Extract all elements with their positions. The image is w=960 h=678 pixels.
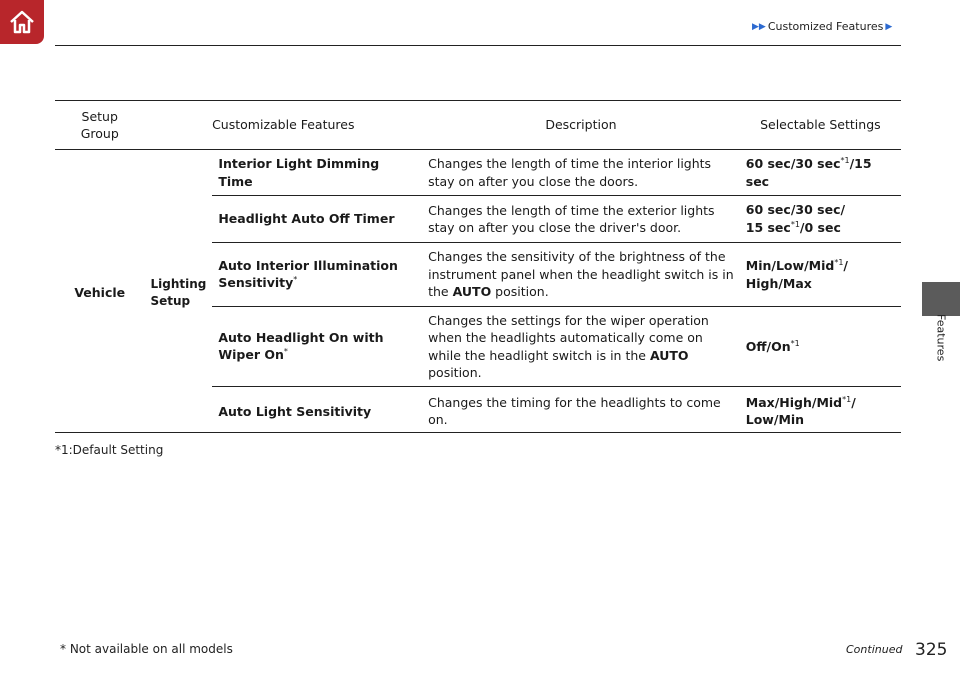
feature-label: Auto Headlight On with Wiper On	[218, 329, 384, 363]
selectable-settings	[740, 243, 901, 307]
description-text: position.	[428, 365, 482, 380]
feature-name	[212, 196, 422, 243]
feature-name	[212, 387, 422, 436]
selectable-settings	[740, 307, 901, 387]
header-description: Description	[422, 101, 740, 150]
feature-label: Interior Light Dimming Time	[218, 156, 380, 189]
feature-name	[212, 243, 422, 307]
availability-marker: *	[293, 275, 298, 285]
setting-option: 60 sec	[745, 156, 791, 172]
setting-option: 30 sec	[795, 202, 841, 218]
setting-option: High	[779, 394, 812, 410]
setting-separator: /	[766, 338, 772, 354]
breadcrumb-arrow-icon: ▶	[885, 21, 893, 32]
setting-option: Mid	[816, 394, 843, 410]
breadcrumb-label: Customized Features	[767, 20, 884, 33]
default-marker: *1	[834, 257, 844, 267]
default-marker: *1	[790, 219, 800, 229]
setting-separator: /	[799, 220, 805, 236]
description-text: Changes the settings for the wiper operation when the headlights automatically come on while the headlight switch is in the	[428, 312, 709, 363]
setting-option: Min	[778, 412, 805, 428]
header-divider	[55, 45, 901, 46]
feature-description: Changes the length of time the interior lights stay on after you close the doors.	[422, 150, 740, 196]
table-header-row	[55, 101, 901, 150]
setting-option: High	[745, 275, 779, 291]
setting-option: On	[771, 338, 791, 354]
header-setup-label: Setup	[81, 108, 118, 124]
description-emphasis: AUTO	[649, 347, 689, 363]
feature-description	[422, 243, 740, 307]
feature-description: Changes the timing for the headlights to come on.	[428, 394, 721, 428]
header-setup-group	[55, 101, 144, 150]
home-button[interactable]	[0, 0, 44, 44]
breadcrumb[interactable]	[752, 20, 892, 33]
setting-separator: /	[811, 394, 817, 410]
setting-separator: /	[843, 258, 848, 274]
section-tab-label: Features	[934, 314, 948, 362]
setting-option: 0 sec	[804, 220, 841, 236]
subgroup-label-line2: Setup	[150, 293, 191, 308]
header-group-label: Group	[80, 126, 119, 141]
availability-footnote: * Not available on all models	[60, 642, 233, 656]
setting-option: 30 sec	[795, 156, 841, 172]
default-setting-footnote: *1:Default Setting	[55, 443, 164, 457]
customized-features-table	[55, 100, 901, 436]
description-text: position.	[491, 284, 549, 300]
setting-option: Mid	[808, 258, 835, 274]
home-icon	[7, 7, 37, 37]
feature-name	[212, 150, 422, 196]
setting-option: Max	[782, 275, 812, 291]
subgroup-lighting-setup	[144, 150, 212, 436]
breadcrumb-arrow-icon: ▶▶	[752, 21, 766, 32]
setting-separator: /	[773, 412, 779, 428]
setting-separator: /	[778, 275, 783, 291]
setting-option: Low	[745, 412, 774, 428]
header-selectable-settings: Selectable Settings	[740, 101, 901, 150]
setting-separator: /	[790, 156, 796, 172]
header-customizable-features: Customizable Features	[144, 101, 422, 150]
feature-description: Changes the length of time the exterior lights stay on after you close the driver's door.	[422, 196, 740, 243]
setting-separator: /	[840, 202, 846, 218]
feature-label: Headlight Auto Off Timer	[218, 211, 395, 227]
continued-label: Continued	[846, 643, 903, 656]
setting-option: Min	[745, 258, 772, 274]
page-number: 325	[915, 640, 948, 660]
setup-group-vehicle: Vehicle	[74, 285, 126, 300]
setting-separator: /	[771, 258, 776, 274]
setting-option: Max	[745, 394, 775, 410]
selectable-settings	[740, 387, 901, 436]
setting-separator: /	[804, 258, 809, 274]
setting-separator: /	[849, 156, 855, 172]
default-marker: *1	[840, 155, 850, 165]
setting-separator: /	[774, 394, 780, 410]
section-tab[interactable]	[922, 282, 960, 316]
table-row	[55, 150, 901, 196]
setting-separator: /	[790, 202, 796, 218]
setting-option: 15 sec	[745, 220, 791, 236]
feature-name	[212, 307, 422, 387]
setting-option: Low	[775, 258, 805, 274]
table-bottom-rule	[55, 432, 901, 433]
subgroup-label-line1: Lighting	[150, 276, 207, 291]
description-emphasis: AUTO	[452, 284, 492, 300]
setting-option: 15 sec	[745, 156, 872, 189]
default-marker: *1	[790, 338, 800, 348]
setting-option: 60 sec	[745, 202, 791, 218]
selectable-settings	[740, 196, 901, 243]
feature-label: Auto Interior Illumination Sensitivity	[218, 257, 398, 291]
description-text: Changes the sensitivity of the brightness of the instrument panel when the headlight switch is in the	[428, 249, 734, 300]
feature-label: Auto Light Sensitivity	[218, 403, 372, 419]
setting-option: Off	[745, 338, 767, 354]
availability-marker: *	[283, 347, 288, 357]
setting-separator: /	[851, 394, 856, 410]
feature-description	[422, 307, 740, 387]
default-marker: *1	[842, 394, 852, 404]
selectable-settings	[740, 150, 901, 196]
